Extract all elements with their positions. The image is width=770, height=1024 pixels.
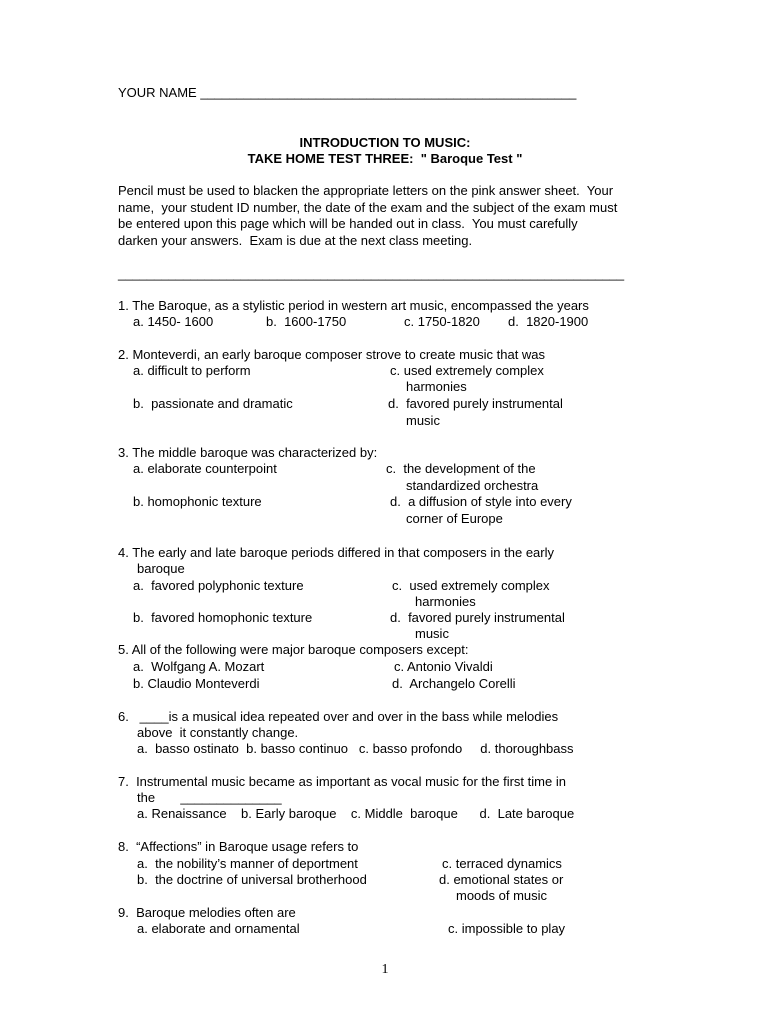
- q6-options: a. basso ostinato b. basso continuo c. basso profondo d. thoroughbass: [137, 741, 574, 756]
- q9-option-a: a. elaborate and ornamental: [137, 921, 300, 936]
- q3-stem: 3. The middle baroque was characterized by:: [118, 445, 378, 460]
- q2-option-c: c. used extremely complex: [390, 363, 544, 378]
- q4-option-a: a. favored polyphonic texture: [133, 578, 304, 593]
- q8-option-d: d. emotional states or: [439, 872, 564, 887]
- q8-option-d-cont: moods of music: [456, 888, 548, 903]
- q4-option-d: d. favored purely instrumental: [390, 610, 565, 625]
- q3-option-d-cont: corner of Europe: [406, 511, 503, 526]
- q3-option-a: a. elaborate counterpoint: [133, 461, 277, 476]
- q2-option-b: b. passionate and dramatic: [133, 396, 293, 411]
- q3-option-c: c. the development of the: [386, 461, 536, 476]
- q6-stem-cont: above it constantly change.: [137, 725, 299, 740]
- q3-option-c-cont: standardized orchestra: [406, 478, 539, 493]
- q3-option-d: d. a diffusion of style into every: [390, 494, 572, 509]
- q5-option-a: a. Wolfgang A. Mozart: [133, 659, 265, 674]
- instructions-line-1: Pencil must be used to blacken the appropriate letters on the pink answer sheet. Your: [118, 183, 614, 198]
- q1-option-b: b. 1600-1750: [266, 314, 347, 329]
- instructions-line-3: be entered upon this page which will be handed out in class. You must carefully: [118, 216, 578, 231]
- q2-option-d-cont: music: [406, 413, 440, 428]
- q1-option-a: a. 1450- 1600: [133, 314, 214, 329]
- q8-option-b: b. the doctrine of universal brotherhood: [137, 872, 367, 887]
- q4-option-c-cont: harmonies: [415, 594, 476, 609]
- title-line-1: INTRODUCTION TO MUSIC:: [299, 135, 471, 150]
- q2-option-d: d. favored purely instrumental: [388, 396, 563, 411]
- q8-option-c: c. terraced dynamics: [442, 856, 562, 871]
- title-line-2: TAKE HOME TEST THREE: " Baroque Test ": [247, 151, 523, 166]
- q4-stem: 4. The early and late baroque periods differed in that composers in the early: [118, 545, 555, 560]
- q7-stem: 7. Instrumental music became as important as vocal music for the first time in: [118, 774, 566, 789]
- q4-option-d-cont: music: [415, 626, 449, 641]
- q5-option-b: b. Claudio Monteverdi: [133, 676, 260, 691]
- q8-stem: 8. “Affections” in Baroque usage refers to: [118, 839, 359, 854]
- page-number: 1: [381, 962, 389, 977]
- instructions-line-2: name, your student ID number, the date of the exam and the subject of the exam must: [118, 200, 618, 215]
- q7-options: a. Renaissance b. Early baroque c. Middle baroque d. Late baroque: [137, 806, 575, 821]
- q5-option-d: d. Archangelo Corelli: [392, 676, 516, 691]
- instructions-line-4: darken your answers. Exam is due at the next class meeting.: [118, 233, 473, 248]
- q1-option-c: c. 1750-1820: [404, 314, 480, 329]
- q2-stem: 2. Monteverdi, an early baroque composer strove to create music that was: [118, 347, 546, 362]
- q9-stem: 9. Baroque melodies often are: [118, 905, 296, 920]
- q4-option-b: b. favored homophonic texture: [133, 610, 313, 625]
- q6-stem: 6. ____is a musical idea repeated over and over in the bass while melodies: [118, 709, 559, 724]
- name-line: YOUR NAME ____________________________________________________: [118, 85, 577, 100]
- q5-option-c: c. Antonio Vivaldi: [394, 659, 493, 674]
- q4-option-c: c. used extremely complex: [392, 578, 550, 593]
- q8-option-a: a. the nobility’s manner of deportment: [137, 856, 358, 871]
- q2-option-c-cont: harmonies: [406, 379, 467, 394]
- q5-stem: 5. All of the following were major baroque composers except:: [118, 642, 469, 657]
- separator-line: ______________________________________________________________________: [118, 266, 625, 281]
- q3-option-b: b. homophonic texture: [133, 494, 262, 509]
- q7-stem-cont: the ______________: [137, 790, 282, 805]
- q2-option-a: a. difficult to perform: [133, 363, 251, 378]
- q9-option-c: c. impossible to play: [448, 921, 566, 936]
- q1-stem: 1. The Baroque, as a stylistic period in western art music, encompassed the years: [118, 298, 589, 313]
- q4-stem-cont: baroque: [137, 561, 185, 576]
- q1-option-d: d. 1820-1900: [508, 314, 589, 329]
